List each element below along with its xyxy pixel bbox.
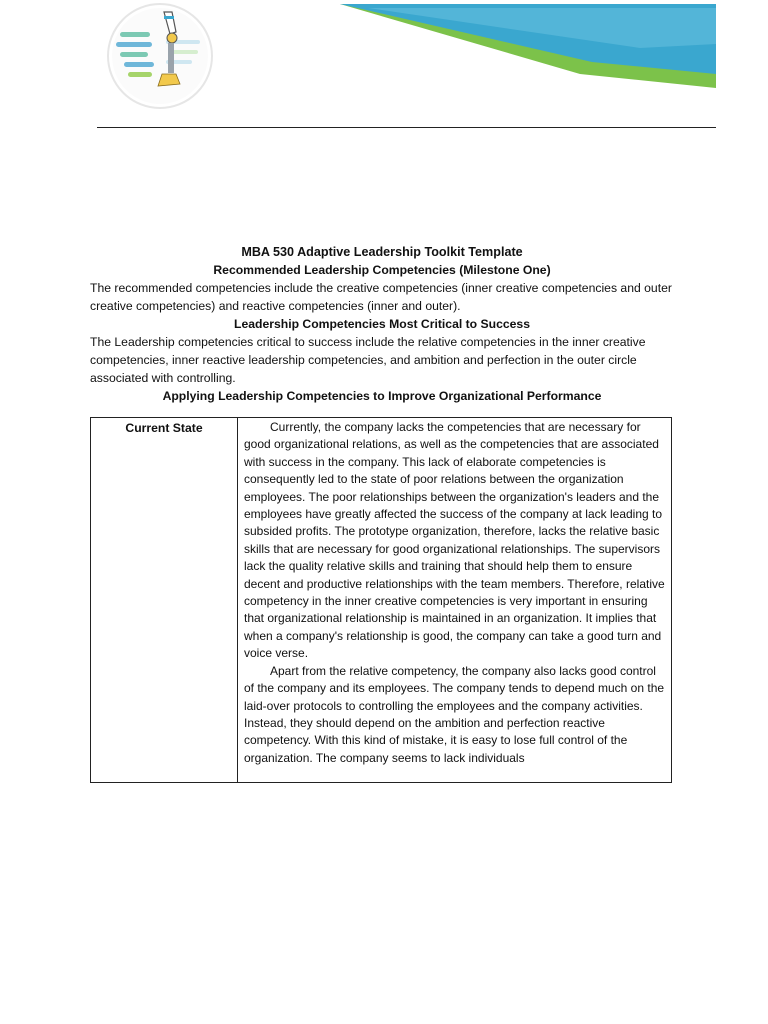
header-divider	[97, 127, 716, 128]
current-state-text	[238, 418, 672, 783]
logo	[106, 2, 214, 110]
section-heading-applying: Applying Leadership Competencies to Improve Organizational Performance	[162, 389, 602, 403]
prosthetic-leg-logo-icon	[106, 2, 214, 110]
section-body-recommended: The recommended competencies include the creative competencies (inner creative competencies and outer creative competencies) and reactive competencies (inner and outer).	[90, 281, 672, 313]
current-state-paragraph-2: Apart from the relative competency, the company also lacks good control of the company and its employees. The company tends to depend much on the laid-over protocols to controlling the employees and the company activities. Instead, they should depend on the ambition and perfection reactive competency. With this kind of mistake, it is easy to lose full control of the organization. The company seems to lack individuals	[244, 663, 665, 765]
current-state-paragraph-1: Currently, the company lacks the competencies that are necessary for good organizational relations, as well as the competencies that are associated with success in the company. This lack of elaborate competencies is consequently led to the state of poor relations between the organization employees. The poor relationships between the organization's leaders and the employees have greatly affected the success of the company at lack leading to subsided profits. The prototype organization, therefore, lacks the relative basic skills that are necessary for good organizational relationships. The supervisors lack the quality relative skills and training that should help them to ensure decent and productive relationships with the team members. Therefore, relative competency in the inner creative competencies is very important in ensuring that organizational relationship is maintained in an organization. It implies that when a company's relationship is good, the company can take a good turn and voice verse.	[244, 420, 665, 661]
page-header	[0, 0, 768, 130]
section-heading-recommended: Recommended Leadership Competencies (Milestone One)	[213, 263, 551, 277]
section-heading-critical: Leadership Competencies Most Critical to Success	[234, 317, 530, 331]
document-body	[90, 243, 674, 783]
current-state-table	[90, 417, 672, 783]
table-row	[91, 418, 672, 783]
header-banner	[340, 4, 716, 100]
row-label-current-state: Current State	[91, 418, 238, 783]
section-body-critical: The Leadership competencies critical to success include the relative competencies in the inner creative competencies, inner reactive leadership competencies, and ambition and perfection in the outer circle associated with controlling.	[90, 335, 646, 385]
document-title: MBA 530 Adaptive Leadership Toolkit Template	[241, 245, 523, 259]
